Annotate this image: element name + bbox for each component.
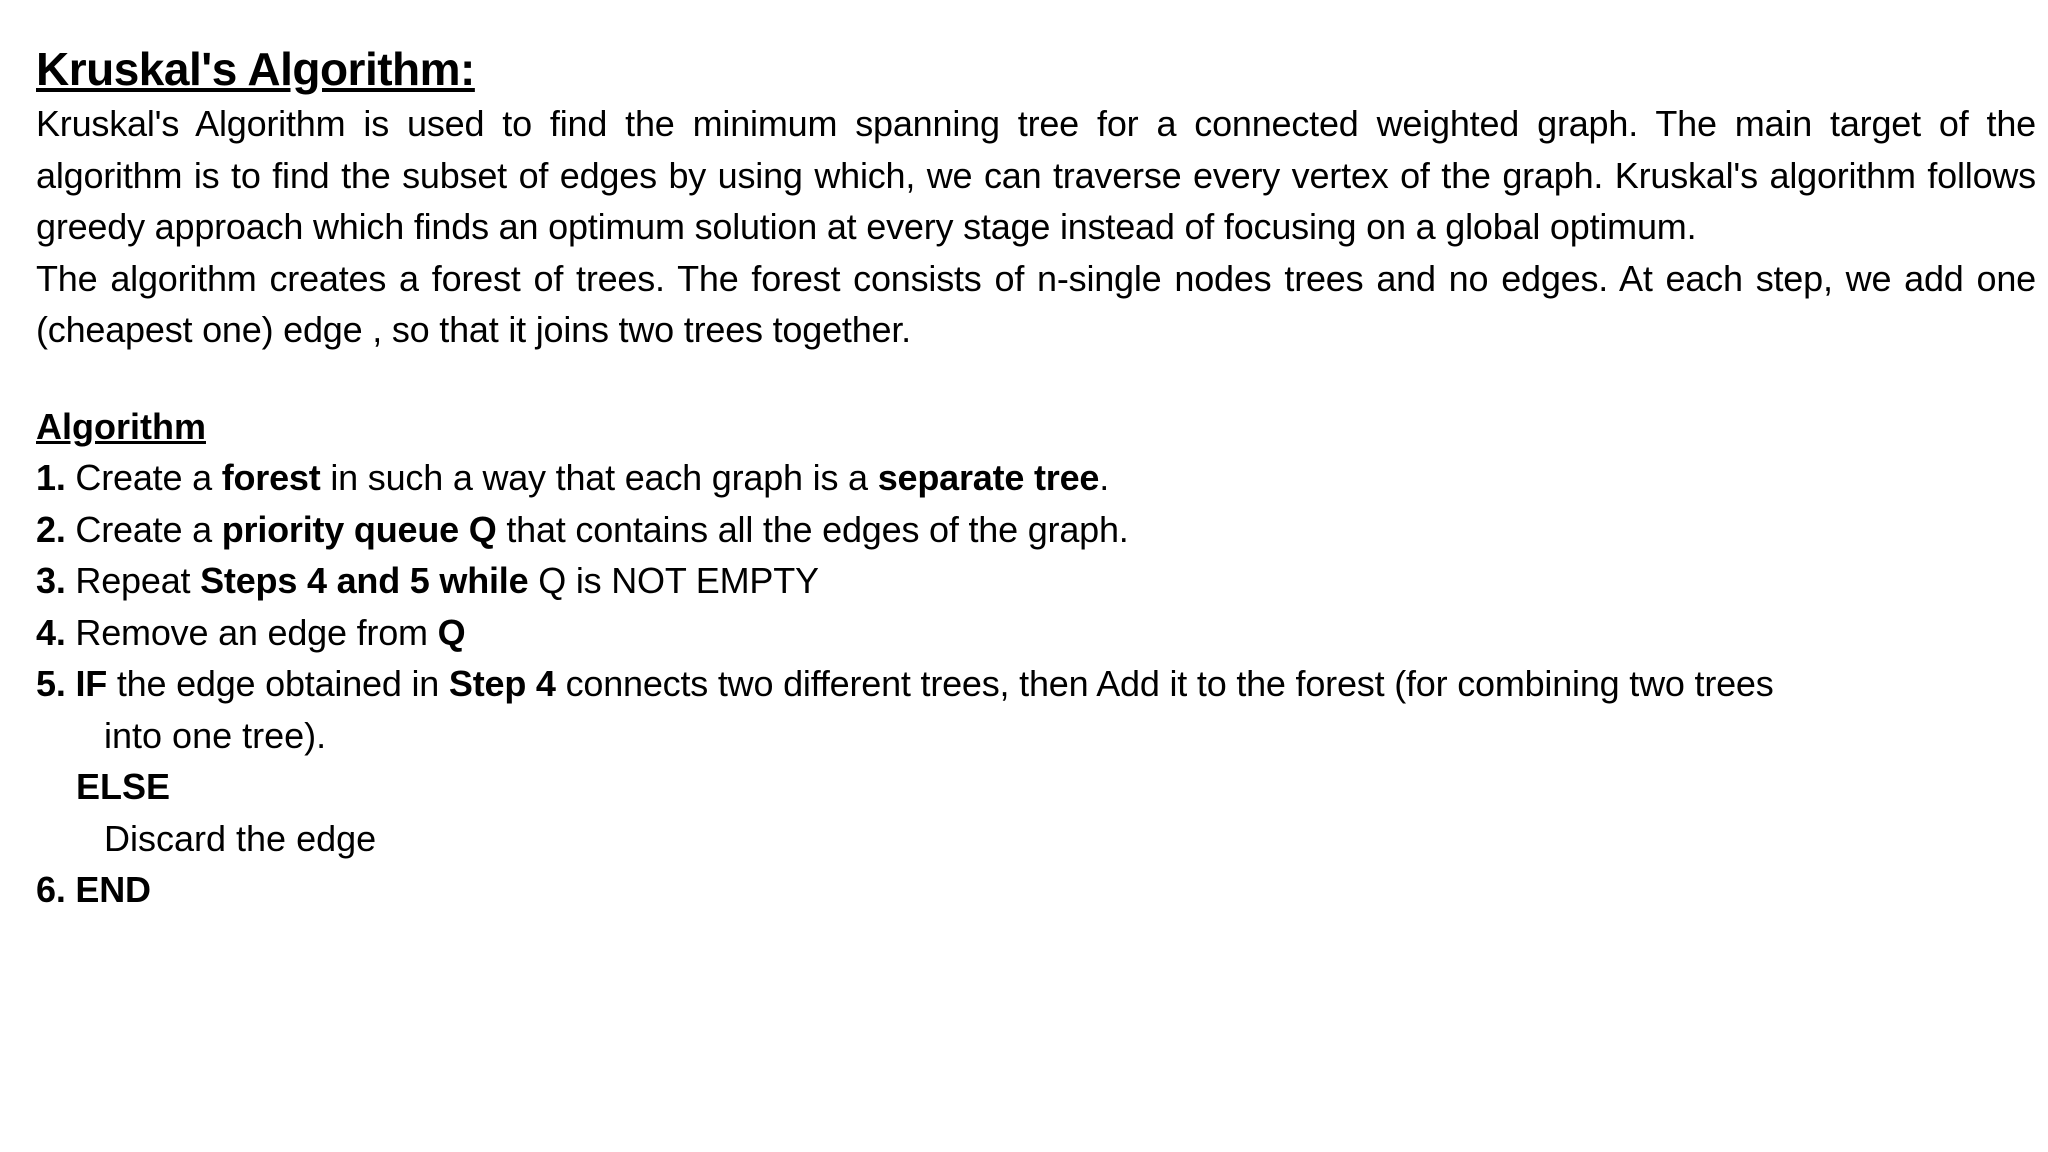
step-number: 6.	[36, 869, 66, 910]
step-text: Repeat	[65, 560, 201, 601]
slide-content	[36, 40, 2036, 916]
step-text: Remove an edge from	[65, 611, 438, 653]
step-bold-text: priority queue Q	[221, 508, 497, 550]
step-bold-text: Step 4	[448, 663, 556, 704]
step-text: Q is NOT EMPTY	[528, 560, 819, 601]
step-text	[66, 663, 76, 704]
step-text: .	[1099, 457, 1110, 498]
step-bold-text: Q	[437, 611, 466, 653]
step-number: 2.	[36, 508, 66, 550]
algorithm-else-keyword: ELSE	[76, 766, 171, 807]
algorithm-else-action: Discard the edge	[104, 817, 377, 859]
algorithm-heading: Algorithm	[36, 405, 206, 447]
intro-paragraph-1: Kruskal's Algorithm is used to find the minimum spanning tree for a connected weighted graph. The main target of the algorithm is to find the subset of edges by using which, we can traverse every vertex of the graph. Kruskal's algorithm follows greedy approach which finds an optimum solution at every stage instead of focusing on a global optimum.	[36, 103, 2036, 247]
step-text: connects two different trees, then Add it to the forest (for combining two trees	[555, 663, 1774, 704]
step-number: 4.	[36, 611, 66, 653]
algorithm-step-4	[36, 607, 2036, 659]
page-title: Kruskal's Algorithm:	[36, 43, 475, 95]
section-spacer	[36, 356, 2036, 401]
intro-paragraph-2: The algorithm creates a forest of trees. The forest consists of n-single nodes trees and no edges. At each step, we add one (cheapest one) edge , so that it joins two trees together.	[36, 257, 2036, 350]
algorithm-step-5-continuation: into one tree).	[104, 714, 327, 756]
step-text: Create a	[65, 457, 222, 498]
step-number: 1.	[36, 457, 66, 498]
step-text: the edge obtained in	[107, 663, 449, 704]
step-text: that contains all the edges of the graph.	[496, 508, 1129, 550]
algorithm-step-5	[36, 658, 2036, 710]
step-text: Create a	[65, 508, 222, 550]
step-bold-text: Steps 4 and 5 while	[200, 560, 529, 601]
step-bold-text: forest	[221, 457, 321, 498]
algorithm-step-6	[36, 864, 2036, 916]
step-bold-text: separate tree	[877, 457, 1100, 498]
step-number: 5.	[36, 663, 66, 704]
step-bold-text: END	[65, 869, 151, 910]
step-text: in such a way that each graph is a	[320, 457, 878, 498]
step-number: 3.	[36, 560, 66, 601]
algorithm-step-2	[36, 504, 2036, 556]
step-bold-text: IF	[75, 663, 108, 704]
algorithm-step-3	[36, 555, 2036, 607]
algorithm-step-1	[36, 452, 2036, 504]
